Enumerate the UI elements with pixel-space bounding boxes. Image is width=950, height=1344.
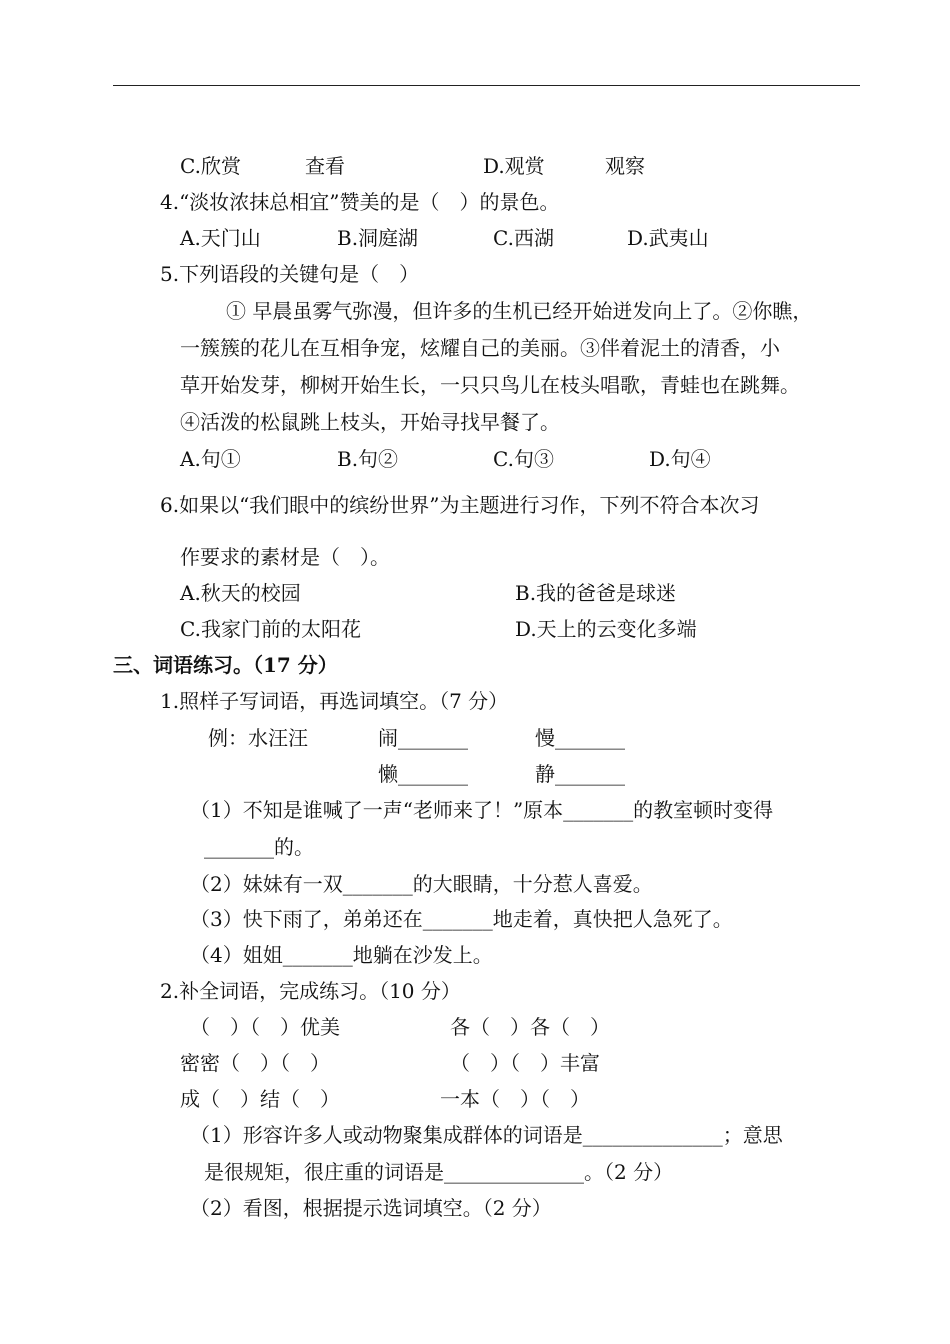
q5-option-d: D.句④ <box>649 447 711 471</box>
q5-passage-line: 一簇簇的花儿在互相争宠，炫耀自己的美丽。③伴着泥土的清香，小 <box>180 336 780 360</box>
s3-q2-sub1-cont: 是很规矩，很庄重的词语是______________。（2 分） <box>204 1160 674 1184</box>
s3-q1-example: 例：水汪汪 <box>208 726 308 750</box>
word-blank: 慢_______ <box>535 726 625 750</box>
word-blank: 静_______ <box>535 762 625 786</box>
idiom-blank: （ ）（ ）优美 <box>190 1015 340 1039</box>
header-rule <box>113 85 860 86</box>
q6-stem: 6.如果以“我们眼中的缤纷世界”为主题进行习作，下列不符合本次习 <box>160 493 760 517</box>
q3-option-d: D.观赏 <box>483 154 545 178</box>
q5-option-c: C.句③ <box>493 447 554 471</box>
q5-passage-line: ① 早晨虽雾气弥漫，但许多的生机已经开始迸发向上了。②你瞧， <box>226 299 813 323</box>
fill-sentence-3: （3）快下雨了，弟弟还在_______地走着，真快把人急死了。 <box>190 907 733 931</box>
idiom-blank: （ ）（ ）丰富 <box>450 1051 600 1075</box>
s3-q1-stem: 1.照样子写词语，再选词填空。（7 分） <box>160 689 509 713</box>
fill-sentence-4: （4）姐姐_______地躺在沙发上。 <box>190 943 493 967</box>
q4-stem: 4.“淡妆浓抹总相宜”赞美的是（ ）的景色。 <box>160 190 560 214</box>
s3-q2-stem: 2.补全词语，完成练习。（10 分） <box>160 979 461 1003</box>
q6-option-b: B.我的爸爸是球迷 <box>515 581 677 605</box>
fill-sentence-1-cont: _______的。 <box>204 835 314 859</box>
word-blank: 懒_______ <box>378 762 468 786</box>
q4-option-b: B.洞庭湖 <box>337 226 419 250</box>
q6-stem-cont: 作要求的素材是（ ）。 <box>180 545 390 569</box>
q6-option-d: D.天上的云变化多端 <box>515 617 697 641</box>
q5-stem: 5.下列语段的关键句是（ ） <box>160 262 420 286</box>
idiom-blank: 成（ ）结（ ） <box>180 1087 340 1111</box>
q3-option-c: C.欣赏 <box>180 154 241 178</box>
s3-q2-sub2: （2）看图，根据提示选词填空。（2 分） <box>190 1196 552 1220</box>
s3-q2-sub1: （1）形容许多人或动物聚集成群体的词语是______________；意思 <box>190 1123 783 1147</box>
q4-option-d: D.武夷山 <box>627 226 709 250</box>
q5-option-a: A.句① <box>180 447 241 471</box>
fill-sentence-1: （1）不知是谁喊了一声“老师来了！”原本_______的教室顿时变得 <box>190 798 774 822</box>
idiom-blank: 密密（ ）（ ） <box>180 1051 330 1075</box>
q4-option-c: C.西湖 <box>493 226 554 250</box>
fill-sentence-2: （2）妹妹有一双_______的大眼睛，十分惹人喜爱。 <box>190 872 653 896</box>
word-blank: 闹_______ <box>378 726 468 750</box>
idiom-blank: 各（ ）各（ ） <box>450 1015 610 1039</box>
q6-option-c: C.我家门前的太阳花 <box>180 617 361 641</box>
q5-passage-line: ④活泼的松鼠跳上枝头，开始寻找早餐了。 <box>180 410 560 434</box>
section-3-title: 三、词语练习。（17 分） <box>113 653 338 677</box>
q6-option-a: A.秋天的校园 <box>180 581 301 605</box>
q5-passage-line: 草开始发芽，柳树开始生长，一只只鸟儿在枝头唱歌，青蛙也在跳舞。 <box>180 373 800 397</box>
idiom-blank: 一本（ ）（ ） <box>440 1087 590 1111</box>
q3-option-c-word2: 查看 <box>305 154 345 178</box>
q3-option-d-word2: 观察 <box>605 154 645 178</box>
q5-option-b: B.句② <box>337 447 399 471</box>
q4-option-a: A.天门山 <box>180 226 261 250</box>
